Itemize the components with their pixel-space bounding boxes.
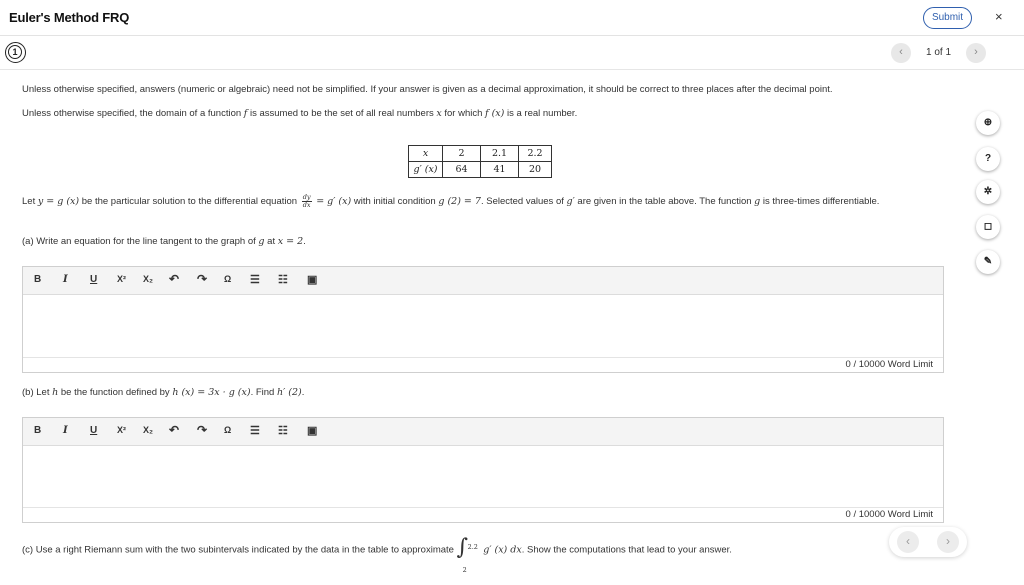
floating-next-button[interactable]: › — [937, 531, 959, 553]
bold-button[interactable]: B — [34, 274, 42, 285]
settings-icon[interactable]: ✲ — [976, 180, 1000, 204]
numbered-list-icon[interactable]: ☷ — [278, 425, 288, 437]
divider — [0, 69, 1024, 70]
table-cell: 41 — [481, 162, 519, 178]
table-cell: 2 — [443, 146, 481, 162]
part-c-text: (c) Use a right Riemann sum with the two subintervals indicated by the data in the table to approximate — [22, 544, 454, 556]
answer-editor-b[interactable] — [22, 417, 944, 523]
superscript-button[interactable]: X² — [117, 274, 126, 284]
part-c-text: . Show the computations that lead to your answer. — [521, 544, 732, 556]
table-cell: 2.2 — [519, 146, 552, 162]
table-cell: g′ (x) — [409, 162, 443, 178]
special-characters-icon[interactable]: Ω — [224, 274, 232, 284]
underline-button[interactable]: U — [90, 274, 98, 285]
math-x: x — [436, 108, 442, 119]
instruction-text: is a real number. — [506, 108, 578, 119]
part-a-text: (a) Write an equation for the line tangent to the graph of — [22, 236, 256, 247]
answer-editor-a[interactable] — [22, 266, 944, 373]
question-number: 1 — [8, 45, 22, 59]
italic-button[interactable]: I — [63, 274, 68, 285]
integral-lower-limit: 2 — [462, 566, 467, 574]
pencil-icon[interactable]: ✎ — [976, 250, 1000, 274]
fraction-numerator: dy — [302, 193, 311, 201]
submit-button[interactable]: Submit — [923, 7, 972, 29]
undo-icon[interactable]: ↶ — [169, 272, 180, 286]
page-title: Euler's Method FRQ — [9, 10, 130, 25]
math-expr: h (x) = 3x · g (x) — [172, 387, 251, 398]
math-expr: y = g (x) — [37, 196, 80, 208]
question-prompt — [22, 194, 879, 209]
math-expr: g′ (x) dx — [483, 544, 522, 556]
editor-toolbar — [23, 267, 943, 295]
instruction-line-1: Unless otherwise specified, answers (numeric or algebraic) need not be simplified. If your answer is given as a decimal approximation, it should be correct to three places after the decimal point. — [22, 84, 833, 95]
table-cell: x — [409, 146, 443, 162]
part-a-text: at — [267, 236, 276, 247]
math-fraction — [302, 194, 312, 209]
zoom-icon[interactable]: ⊕ — [976, 111, 1000, 135]
instruction-text: Unless otherwise specified, the domain of a function — [22, 108, 242, 119]
fraction-denominator: dx — [302, 201, 311, 209]
special-characters-icon[interactable]: Ω — [224, 425, 232, 435]
bookmark-icon[interactable]: ◻ — [976, 215, 1000, 239]
page-indicator: 1 of 1 — [926, 47, 952, 58]
question-number-badge[interactable] — [5, 42, 26, 63]
table-cell: 20 — [519, 162, 552, 178]
underline-button[interactable]: U — [90, 425, 98, 436]
math-expr: h′ (2) — [276, 387, 302, 398]
part-b-text: . Find — [250, 387, 275, 398]
prompt-text: is three-times differentiable. — [762, 196, 880, 208]
editor-footer — [23, 357, 943, 372]
part-c-question — [22, 535, 732, 574]
top-bar — [0, 0, 1024, 36]
prompt-text: be the particular solution to the differential equation — [81, 196, 298, 208]
part-b-text: be the function defined by — [60, 387, 170, 398]
close-icon[interactable]: × — [995, 9, 1003, 24]
undo-icon[interactable]: ↶ — [169, 423, 180, 437]
math-expr: x = 2 — [277, 236, 304, 247]
part-a-text: . — [303, 236, 306, 247]
editor-footer — [23, 507, 943, 522]
instruction-line-2 — [22, 108, 577, 119]
prompt-text: with initial condition — [353, 196, 436, 208]
values-table — [408, 145, 552, 178]
part-b-text: . — [301, 387, 305, 398]
integral-upper-limit: 2.2 — [467, 543, 478, 551]
table-row — [409, 146, 552, 162]
part-b-text: (b) Let — [22, 387, 50, 398]
bulleted-list-icon[interactable]: ☰ — [250, 425, 260, 437]
redo-icon[interactable]: ↷ — [197, 272, 208, 286]
integral-symbol: ∫ 2.2 2 — [457, 537, 481, 563]
math-expr: g — [258, 236, 265, 247]
prompt-text: are given in the table above. The function — [577, 196, 752, 208]
bulleted-list-icon[interactable]: ☰ — [250, 274, 260, 286]
instruction-text: is assumed to be the set of all real numbers — [249, 108, 434, 119]
redo-icon[interactable]: ↷ — [197, 423, 208, 437]
prev-question-button[interactable]: ‹ — [891, 43, 911, 63]
subscript-button[interactable]: X₂ — [143, 274, 154, 284]
math-f: f — [243, 108, 248, 119]
math-fx: f (x) — [485, 108, 505, 119]
help-icon[interactable]: ? — [976, 147, 1000, 171]
table-row — [409, 162, 552, 178]
italic-button[interactable]: I — [63, 425, 68, 436]
prompt-text: Let — [22, 196, 36, 208]
math-expr: g — [754, 196, 761, 208]
superscript-button[interactable]: X² — [117, 425, 126, 435]
table-cell: 64 — [443, 162, 481, 178]
prompt-text: . Selected values of — [480, 196, 564, 208]
word-limit-counter: 0 / 10000 Word Limit — [845, 359, 933, 370]
next-question-button[interactable]: › — [966, 43, 986, 63]
editor-toolbar — [23, 418, 943, 446]
insert-image-icon[interactable]: ▣ — [307, 425, 318, 437]
insert-image-icon[interactable]: ▣ — [307, 274, 318, 286]
math-expr: h — [52, 387, 59, 398]
floating-prev-button[interactable]: ‹ — [897, 531, 919, 553]
instruction-text: for which — [444, 108, 483, 119]
part-a-question — [22, 236, 306, 247]
floating-nav — [889, 527, 967, 557]
word-limit-counter: 0 / 10000 Word Limit — [845, 509, 933, 520]
math-expr: = g′ (x) — [316, 196, 352, 208]
math-expr: g′ — [566, 196, 575, 208]
part-b-question — [22, 387, 304, 398]
math-expr: g (2) = 7 — [438, 196, 481, 208]
bold-button[interactable]: B — [34, 425, 42, 436]
numbered-list-icon[interactable]: ☷ — [278, 274, 288, 286]
table-cell: 2.1 — [481, 146, 519, 162]
subscript-button[interactable]: X₂ — [143, 425, 154, 435]
